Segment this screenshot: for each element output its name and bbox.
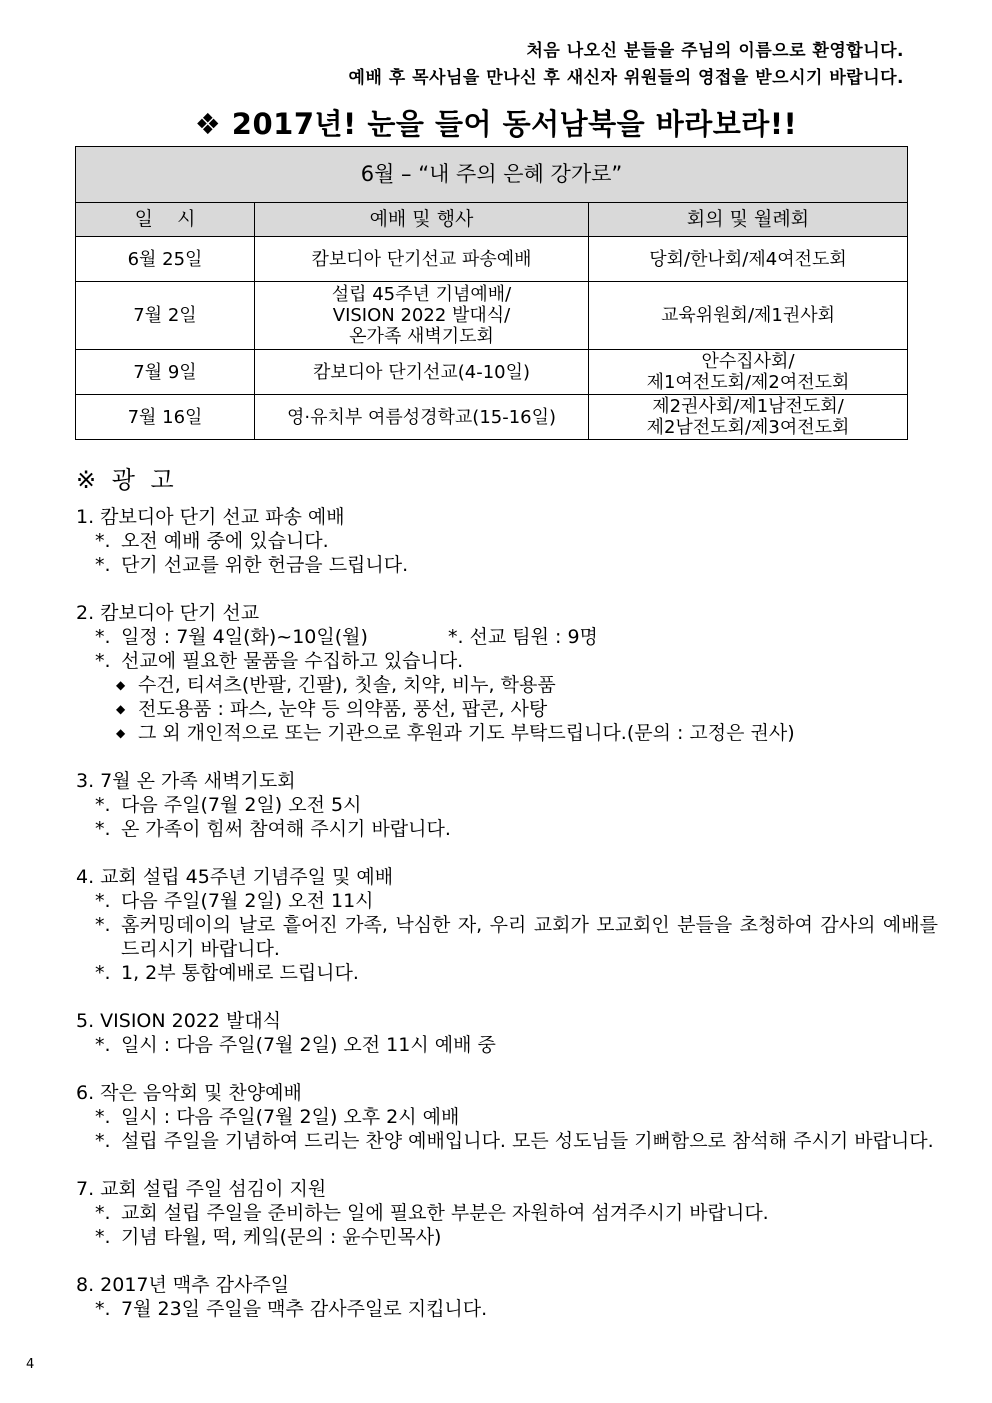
- detail-marker: *.: [95, 1298, 111, 1320]
- page-title: ❖ 2017년! 눈을 들어 동서남북을 바라보라!!: [194, 107, 798, 141]
- bullet-icon: ◆: [116, 678, 126, 692]
- announcement-detail: [76, 529, 938, 553]
- welcome-line-1: 처음 나오신 분들을 주님의 이름으로 환영합니다.: [526, 41, 904, 61]
- detail-text-content: 기념 타월, 떡, 케잌(문의 : 윤수민목사): [121, 1226, 442, 1248]
- supply-bullet: [76, 673, 938, 697]
- announcement-heading: 5. VISION 2022 발대식: [76, 1010, 282, 1032]
- schedule-event: [255, 395, 589, 440]
- schedule-meeting-line: 제2권사회/제1남전도회/: [652, 396, 844, 417]
- detail-text-content: 설립 주일을 기념하여 드리는 찬양 예배입니다. 모든 성도님들 기뻐함으로 참석해 주시기 바랍니다.: [121, 1130, 934, 1152]
- detail-text: [121, 529, 938, 553]
- detail-marker: *.: [95, 530, 111, 552]
- detail-text-content: 온 가족이 힘써 참여해 주시기 바랍니다.: [121, 818, 451, 840]
- schedule-month-title: 6월 – “내 주의 은혜 강가로”: [76, 147, 908, 203]
- detail-text: [121, 1201, 938, 1225]
- schedule-event-line: 캄보디아 단기선교 파송예배: [311, 248, 532, 270]
- detail-text-content: 7월 23일 주일을 맥추 감사주일로 지킵니다.: [121, 1298, 488, 1320]
- announcement-item: [76, 1177, 938, 1249]
- announcement-heading: 1. 캄보디아 단기 선교 파송 예배: [76, 506, 345, 528]
- schedule-date: 7월 2일: [76, 282, 255, 350]
- supply-bullet: [76, 697, 938, 721]
- detail-text: [121, 817, 938, 841]
- bullet-text: 그 외 개인적으로 또는 기관으로 후원과 기도 부탁드립니다.(문의 : 고정은 권사): [138, 722, 795, 744]
- detail-text: [121, 1033, 938, 1057]
- detail-text: [121, 961, 938, 985]
- detail-text-content: 일정 : 7월 4일(화)~10일(월): [121, 626, 368, 648]
- announcement-heading: 3. 7월 온 가족 새벽기도회: [76, 770, 296, 792]
- announcement-detail: [76, 1105, 938, 1129]
- detail-text-content: 1, 2부 통합예배로 드립니다.: [121, 962, 359, 984]
- detail-text-content: 오전 예배 중에 있습니다.: [121, 530, 329, 552]
- schedule-meeting: [589, 282, 908, 350]
- detail-marker: *.: [95, 914, 111, 936]
- schedule-row: [76, 395, 908, 440]
- announcement-heading: 8. 2017년 맥추 감사주일: [76, 1274, 290, 1296]
- detail-text-content: 일시 : 다음 주일(7월 2일) 오전 11시 예배 중: [121, 1034, 496, 1056]
- schedule-meeting-line: 교육위원회/제1권사회: [661, 305, 836, 326]
- detail-text: [121, 649, 938, 673]
- schedule-date: 7월 9일: [76, 350, 255, 395]
- schedule-meeting-line: 제1여전도회/제2여전도회: [646, 372, 850, 393]
- detail-marker: *.: [95, 794, 111, 816]
- detail-text: [121, 1225, 938, 1249]
- detail-marker: *.: [95, 890, 111, 912]
- announcement-heading: 4. 교회 설립 45주년 기념주일 및 예배: [76, 866, 394, 888]
- detail-marker: *.: [95, 650, 111, 672]
- announcement-detail: [76, 1297, 938, 1321]
- announcement-detail: [76, 913, 938, 961]
- announcement-detail: [76, 1225, 938, 1249]
- announcement-detail: [76, 1201, 938, 1225]
- detail-text-content: 다음 주일(7월 2일) 오전 11시: [121, 890, 374, 912]
- schedule-row: [76, 237, 908, 282]
- detail-text-content: 단기 선교를 위한 헌금을 드립니다.: [121, 554, 409, 576]
- announcement-detail: [76, 625, 938, 649]
- detail-text: [121, 793, 938, 817]
- announcement-item: [76, 1009, 938, 1057]
- announcement-item: [76, 769, 938, 841]
- detail-text-content: 홈커밍데이의 날로 흩어진 가족, 낙심한 자, 우리 교회가 모교회인 분들을 초청하여 감사의 예배를 드리시기 바랍니다.: [121, 914, 938, 960]
- detail-marker: *.: [95, 1106, 111, 1128]
- announcement-heading: 6. 작은 음악회 및 찬양예배: [76, 1082, 302, 1104]
- detail-extra: *. 선교 팀원 : 9명: [447, 626, 598, 648]
- schedule-event: [255, 350, 589, 395]
- detail-marker: *.: [95, 1226, 111, 1248]
- announcement-detail: [76, 793, 938, 817]
- header-event: 예배 및 행사: [255, 203, 589, 237]
- bullet-text: 수건, 티셔츠(반팔, 긴팔), 칫솔, 치약, 비누, 학용품: [138, 674, 556, 696]
- schedule-event: [255, 237, 589, 282]
- detail-text-content: 다음 주일(7월 2일) 오전 5시: [121, 794, 362, 816]
- schedule-date: 6월 25일: [76, 237, 255, 282]
- detail-marker: *.: [95, 1130, 111, 1152]
- welcome-line-2: 예배 후 목사님을 만나신 후 새신자 위원들의 영접을 받으시기 바랍니다.: [348, 68, 904, 88]
- detail-marker: *.: [95, 818, 111, 840]
- schedule-row: [76, 350, 908, 395]
- detail-marker: *.: [95, 554, 111, 576]
- supply-bullet: [76, 721, 938, 745]
- announcement-item: [76, 865, 938, 985]
- header-meeting: 회의 및 월례회: [589, 203, 908, 237]
- schedule-meeting-line: 제2남전도회/제3여전도회: [646, 417, 850, 438]
- schedule-event-line: 영·유치부 여름성경학교(15-16일): [286, 406, 557, 428]
- announcement-item: [76, 601, 938, 745]
- bullet-icon: ◆: [116, 702, 126, 716]
- bullet-icon: ◆: [116, 726, 126, 740]
- schedule-event-line: 캄보디아 단기선교(4-10일): [312, 361, 531, 383]
- announcement-item: [76, 1273, 938, 1321]
- schedule-meeting: [589, 237, 908, 282]
- welcome-message: [349, 38, 904, 92]
- detail-text-content: 선교에 필요한 물품을 수집하고 있습니다.: [121, 650, 464, 672]
- detail-text: [121, 625, 938, 649]
- detail-marker: *.: [95, 962, 111, 984]
- header-date: 일 시: [76, 203, 255, 237]
- detail-text: [121, 913, 938, 961]
- detail-marker: *.: [95, 626, 111, 648]
- schedule-meeting: [589, 395, 908, 440]
- announcement-item: [76, 1081, 938, 1153]
- detail-text-content: 일시 : 다음 주일(7월 2일) 오후 2시 예배: [121, 1106, 460, 1128]
- bullet-text: 전도용품 : 파스, 눈약 등 의약품, 풍선, 팝콘, 사탕: [138, 698, 548, 720]
- announcement-detail: [76, 961, 938, 985]
- detail-text: [121, 1105, 938, 1129]
- detail-marker: *.: [95, 1034, 111, 1056]
- detail-text: [121, 1129, 938, 1153]
- announcement-detail: [76, 889, 938, 913]
- page-number: 4: [26, 1357, 35, 1372]
- announcement-heading: 7. 교회 설립 주일 섬김이 지원: [76, 1178, 327, 1200]
- schedule-event: [255, 282, 589, 350]
- announcement-detail: [76, 817, 938, 841]
- announcement-detail: [76, 649, 938, 673]
- ads-title: ※ 광 고: [76, 466, 178, 494]
- schedule-event-line: 온가족 새벽기도회: [349, 326, 494, 347]
- detail-text: [121, 889, 938, 913]
- detail-text-content: 교회 설립 주일을 준비하는 일에 필요한 부분은 자원하여 섬겨주시기 바랍니다.: [121, 1202, 769, 1224]
- schedule-meeting-line: 당회/한나회/제4여전도회: [649, 248, 847, 270]
- announcement-item: [76, 505, 938, 577]
- announcement-detail: [76, 553, 938, 577]
- detail-text: [121, 1297, 938, 1321]
- schedule-row: [76, 282, 908, 350]
- detail-marker: *.: [95, 1202, 111, 1224]
- announcement-detail: [76, 1129, 938, 1153]
- schedule-event-line: VISION 2022 발대식/: [332, 305, 511, 326]
- schedule-meeting: [589, 350, 908, 395]
- announcements-list: [76, 505, 938, 1345]
- announcement-heading: 2. 캄보디아 단기 선교: [76, 602, 260, 624]
- announcement-detail: [76, 1033, 938, 1057]
- detail-text: [121, 553, 938, 577]
- schedule-date: 7월 16일: [76, 395, 255, 440]
- schedule-meeting-line: 안수집사회/: [701, 351, 795, 372]
- schedule-table: [75, 146, 908, 440]
- schedule-event-line: 설립 45주년 기념예배/: [331, 284, 512, 305]
